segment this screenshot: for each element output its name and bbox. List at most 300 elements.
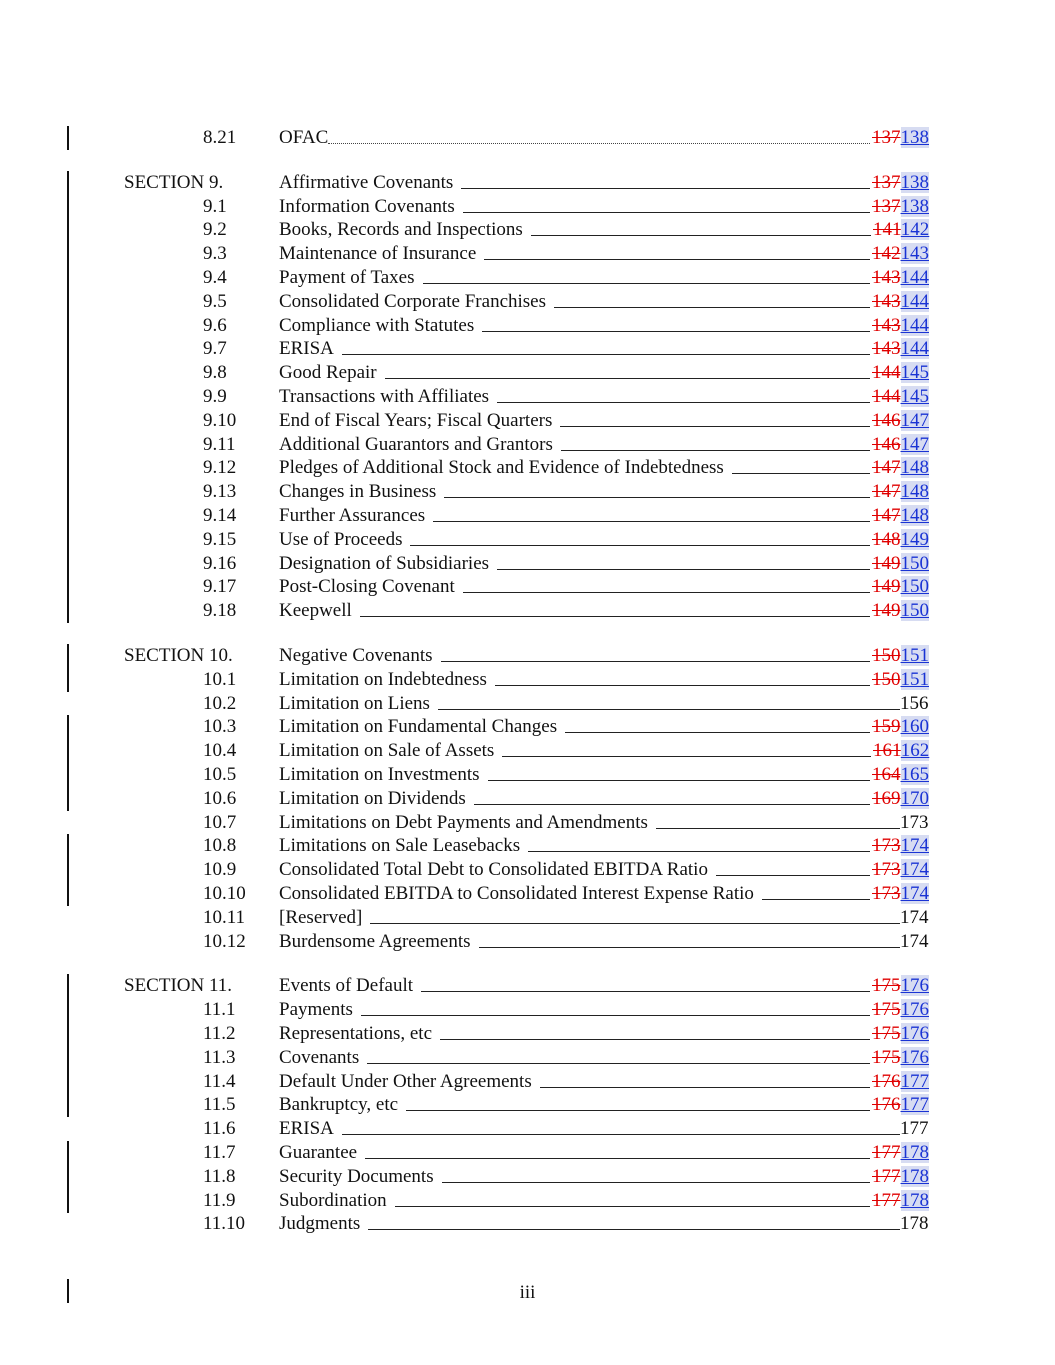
inserted-page-number[interactable]: 177 <box>900 1070 929 1092</box>
change-bar <box>67 1141 69 1165</box>
entry-number: 9.8 <box>203 362 227 384</box>
page-reference[interactable] <box>872 1070 929 1094</box>
deleted-page-number: 149 <box>872 576 901 598</box>
entry-number: 10.8 <box>203 835 237 857</box>
page-reference[interactable] <box>872 528 929 552</box>
change-bar <box>67 1070 69 1094</box>
page-reference[interactable] <box>872 361 929 385</box>
inserted-page-number[interactable]: 149 <box>900 528 929 550</box>
page-reference[interactable] <box>872 266 929 290</box>
dot-leader <box>370 923 900 924</box>
deleted-page-number: 175 <box>872 1046 901 1068</box>
change-bar <box>67 337 69 361</box>
inserted-page-number[interactable]: 178 <box>900 1142 929 1163</box>
entry-title: Payment of Taxes <box>279 267 415 288</box>
inserted-page-number[interactable]: 143 <box>900 243 929 265</box>
entry-number: 10.6 <box>203 787 237 809</box>
entry-title: Guarantee <box>279 1142 358 1163</box>
change-bar <box>67 644 69 668</box>
inserted-page-number[interactable]: 177 <box>900 1094 929 1116</box>
page-reference[interactable] <box>872 599 929 623</box>
page-reference[interactable] <box>873 218 929 242</box>
inserted-page-number[interactable]: 151 <box>900 668 929 690</box>
dot-leader <box>342 354 870 355</box>
deleted-page-number: 141 <box>873 219 901 241</box>
inserted-page-number[interactable]: 170 <box>900 787 929 809</box>
toc-entry-row[interactable] <box>0 1093 1055 1117</box>
page-reference[interactable] <box>872 668 929 692</box>
toc-section-row[interactable] <box>0 644 1055 668</box>
dot-leader <box>762 899 870 900</box>
dot-leader <box>488 780 870 781</box>
entry-title: Payments <box>279 999 353 1021</box>
change-bar <box>67 552 69 576</box>
deleted-page-number: 149 <box>872 552 901 574</box>
page-number-text: 174 <box>900 930 929 952</box>
entry-number: 9.16 <box>203 552 237 574</box>
entry-number: 9.15 <box>203 528 237 550</box>
inserted-page-number[interactable]: 174 <box>900 883 929 904</box>
change-bar <box>67 528 69 552</box>
change-bar <box>67 266 69 290</box>
deleted-page-number: 137 <box>872 195 901 217</box>
toc-entry-row[interactable] <box>0 1070 1055 1094</box>
toc-entry-row[interactable] <box>0 882 1055 906</box>
section-number: SECTION 10. <box>124 645 233 666</box>
page-reference[interactable] <box>900 811 929 835</box>
toc-entry-row[interactable] <box>0 314 1055 338</box>
change-bar <box>67 1093 69 1117</box>
change-bar <box>67 1189 69 1213</box>
deleted-page-number: 177 <box>872 1142 901 1163</box>
page-reference[interactable] <box>872 644 929 668</box>
toc-entry-row[interactable] <box>0 218 1055 242</box>
page-reference[interactable] <box>872 433 929 457</box>
inserted-page-number[interactable]: 178 <box>900 1165 929 1187</box>
toc-entry-row[interactable] <box>0 409 1055 433</box>
toc-entry-row[interactable] <box>0 668 1055 692</box>
entry-title: Maintenance of Insurance <box>279 243 477 265</box>
toc-entry-row[interactable] <box>0 1117 1055 1141</box>
inserted-page-number[interactable]: 162 <box>900 740 930 762</box>
inserted-page-number[interactable]: 151 <box>900 645 929 666</box>
dot-leader <box>438 709 900 710</box>
deleted-page-number: 175 <box>872 1023 901 1044</box>
dot-leader <box>444 497 870 498</box>
deleted-page-number: 146 <box>872 433 901 455</box>
inserted-page-number[interactable]: 176 <box>900 1046 929 1068</box>
toc-entry-row[interactable] <box>0 290 1055 314</box>
inserted-page-number[interactable]: 160 <box>900 716 929 738</box>
entry-title: End of Fiscal Years; Fiscal Quarters <box>279 409 553 431</box>
page-reference[interactable] <box>872 1046 929 1070</box>
toc-entry-row[interactable] <box>0 1212 1055 1236</box>
inserted-page-number[interactable]: 150 <box>900 552 929 574</box>
dot-leader <box>656 828 900 829</box>
change-bar <box>67 171 69 195</box>
deleted-page-number: 143 <box>872 338 901 360</box>
entry-title: Information Covenants <box>279 195 455 217</box>
entry-title: Pledges of Additional Stock and Evidence of Indebtedness <box>279 457 724 479</box>
page-reference[interactable] <box>872 242 929 266</box>
entry-number: 10.3 <box>203 716 237 738</box>
page-reference[interactable] <box>872 1165 929 1189</box>
inserted-page-number[interactable]: 145 <box>900 386 929 407</box>
dot-leader <box>560 426 870 427</box>
page-number-text: 173 <box>900 811 929 833</box>
deleted-page-number: 143 <box>872 290 901 312</box>
page-reference[interactable] <box>872 314 929 338</box>
dot-leader <box>442 1182 870 1183</box>
page-number-text: 156 <box>900 692 929 714</box>
entry-number: 10.5 <box>203 764 237 785</box>
entry-title: Compliance with Statutes <box>279 314 475 336</box>
page-reference[interactable] <box>872 290 929 314</box>
entry-number: 9.13 <box>203 481 237 503</box>
page-reference[interactable] <box>873 739 929 763</box>
toc-entry-row[interactable] <box>0 930 1055 954</box>
deleted-page-number: 147 <box>872 505 901 526</box>
entry-number: 11.8 <box>203 1165 236 1187</box>
change-bar <box>67 361 69 385</box>
page-reference[interactable] <box>872 575 929 599</box>
deleted-page-number: 150 <box>872 645 901 666</box>
change-bar <box>67 126 69 150</box>
change-bar <box>67 1165 69 1189</box>
toc-entry-row[interactable] <box>0 834 1055 858</box>
inserted-page-number[interactable]: 144 <box>900 267 929 288</box>
deleted-page-number: 147 <box>872 481 901 503</box>
toc-entry-row[interactable] <box>0 1022 1055 1046</box>
dot-leader <box>528 851 870 852</box>
toc-entry-row[interactable] <box>0 599 1055 623</box>
entry-number: 9.9 <box>203 386 227 407</box>
entry-title: Consolidated Corporate Franchises <box>279 290 547 312</box>
toc-entry-row[interactable] <box>0 126 1055 150</box>
page-reference[interactable] <box>872 1022 929 1046</box>
page-reference[interactable] <box>872 480 929 504</box>
deleted-page-number: 147 <box>872 457 901 479</box>
page-reference[interactable] <box>872 195 929 219</box>
inserted-page-number[interactable]: 145 <box>900 362 929 384</box>
deleted-page-number: 137 <box>872 127 901 148</box>
page-reference[interactable] <box>872 409 929 433</box>
dot-leader <box>474 804 870 805</box>
deleted-page-number: 173 <box>872 883 901 904</box>
entry-title: Covenants <box>279 1046 360 1068</box>
change-bar <box>67 218 69 242</box>
inserted-page-number[interactable]: 148 <box>900 481 929 503</box>
toc-entry-row[interactable] <box>0 361 1055 385</box>
page-number-text: 177 <box>900 1118 929 1140</box>
page-reference[interactable] <box>872 858 929 882</box>
toc-section-row[interactable] <box>0 171 1055 195</box>
entry-title: ERISA <box>279 338 334 360</box>
toc-entry-row[interactable] <box>0 787 1055 811</box>
dot-leader <box>421 991 870 992</box>
entry-title: Changes in Business <box>279 481 437 503</box>
deleted-page-number: 143 <box>872 267 901 288</box>
dot-leader <box>395 1206 870 1207</box>
deleted-page-number: 177 <box>872 1165 901 1187</box>
entry-title: Designation of Subsidiaries <box>279 552 490 574</box>
deleted-page-number: 142 <box>872 243 901 265</box>
change-bar <box>67 974 69 998</box>
dot-leader <box>385 378 870 379</box>
inserted-page-number[interactable]: 147 <box>900 409 929 431</box>
inserted-page-number[interactable]: 174 <box>900 835 929 857</box>
inserted-page-number[interactable]: 178 <box>900 1189 929 1211</box>
entry-number: 11.3 <box>203 1046 236 1068</box>
toc-entry-row[interactable] <box>0 528 1055 552</box>
toc-entry-row[interactable] <box>0 1189 1055 1213</box>
toc-entry-row[interactable] <box>0 906 1055 930</box>
inserted-page-number[interactable]: 138 <box>900 127 929 148</box>
deleted-page-number: 161 <box>873 740 901 762</box>
toc-entry-row[interactable] <box>0 763 1055 787</box>
entry-number: 9.2 <box>203 219 227 241</box>
dot-leader <box>531 235 871 236</box>
toc-entry-row[interactable] <box>0 1046 1055 1070</box>
entry-title: Use of Proceeds <box>279 528 403 550</box>
page-reference[interactable] <box>872 385 929 409</box>
entry-number: 11.4 <box>203 1070 236 1092</box>
deleted-page-number: 169 <box>872 787 901 809</box>
page-number-text: 178 <box>900 1213 929 1235</box>
entry-number: 11.10 <box>203 1213 246 1235</box>
entry-title: Keepwell <box>279 600 352 622</box>
dot-leader <box>716 875 870 876</box>
entry-title: Limitation on Investments <box>279 764 480 785</box>
entry-title: ERISA <box>279 1118 334 1140</box>
entry-number: 9.3 <box>203 243 227 265</box>
dot-leader <box>328 143 870 144</box>
entry-title: Negative Covenants <box>279 645 433 666</box>
page-reference[interactable] <box>872 882 929 906</box>
toc-entry-row[interactable] <box>0 456 1055 480</box>
change-bar <box>67 787 69 811</box>
entry-number: 11.6 <box>203 1118 236 1140</box>
page-reference[interactable] <box>900 1117 929 1141</box>
toc-entry-row[interactable] <box>0 692 1055 716</box>
toc-entry-row[interactable] <box>0 739 1055 763</box>
entry-number: 9.18 <box>203 600 237 622</box>
page-reference[interactable] <box>872 456 929 480</box>
change-bar <box>67 998 69 1022</box>
entry-title: Bankruptcy, etc <box>279 1094 399 1116</box>
entry-number: 9.17 <box>203 576 237 598</box>
page-reference[interactable] <box>872 998 929 1022</box>
change-bar <box>67 1022 69 1046</box>
page-reference[interactable] <box>872 171 929 195</box>
entry-number: 10.12 <box>203 930 246 952</box>
dot-leader <box>561 450 870 451</box>
section-number: SECTION 11. <box>124 975 233 997</box>
page-reference[interactable] <box>872 763 929 787</box>
page-reference[interactable] <box>872 834 929 858</box>
dot-leader <box>361 1015 870 1016</box>
entry-number: 11.9 <box>203 1189 236 1211</box>
dot-leader <box>423 283 870 284</box>
toc-entry-row[interactable] <box>0 242 1055 266</box>
entry-title: Limitation on Dividends <box>279 787 466 809</box>
change-bar <box>67 195 69 219</box>
inserted-page-number[interactable]: 176 <box>900 999 929 1021</box>
dot-leader <box>433 521 870 522</box>
page-reference[interactable] <box>900 1212 929 1236</box>
section-number: SECTION 9. <box>124 171 224 193</box>
entry-title: Limitations on Debt Payments and Amendments <box>279 811 648 833</box>
change-bar <box>67 834 69 858</box>
inserted-page-number[interactable]: 144 <box>900 338 929 360</box>
page-reference[interactable] <box>872 974 929 998</box>
dot-leader <box>461 188 870 189</box>
entry-title: Judgments <box>279 1213 361 1235</box>
page-reference[interactable] <box>900 930 929 954</box>
page-reference[interactable] <box>872 552 929 576</box>
entry-title: Consolidated Total Debt to Consolidated EBITDA Ratio <box>279 859 708 881</box>
change-bar <box>67 882 69 906</box>
deleted-page-number: 176 <box>872 1070 901 1092</box>
inserted-page-number[interactable]: 176 <box>900 975 929 997</box>
page-reference[interactable] <box>872 715 929 739</box>
change-bar <box>67 504 69 528</box>
inserted-page-number[interactable]: 150 <box>900 576 929 598</box>
entry-number: 9.11 <box>203 433 236 455</box>
dot-leader <box>440 1039 870 1040</box>
toc-entry-row[interactable] <box>0 715 1055 739</box>
toc-entry-row[interactable] <box>0 811 1055 835</box>
deleted-page-number: 144 <box>872 362 901 384</box>
dot-leader <box>565 732 870 733</box>
entry-title: Representations, etc <box>279 1023 433 1044</box>
dot-leader <box>495 685 870 686</box>
page-reference[interactable] <box>872 1141 929 1165</box>
entry-number: 10.9 <box>203 859 237 881</box>
page-reference[interactable] <box>872 1189 929 1213</box>
toc-entry-row[interactable] <box>0 504 1055 528</box>
inserted-page-number[interactable]: 144 <box>900 290 929 312</box>
dot-leader <box>367 1063 870 1064</box>
change-bar <box>67 480 69 504</box>
dot-leader <box>502 756 871 757</box>
change-bar <box>67 242 69 266</box>
entry-title: Further Assurances <box>279 505 426 526</box>
page-reference[interactable] <box>872 504 929 528</box>
entry-number: 9.7 <box>203 338 227 360</box>
deleted-page-number: 175 <box>872 975 901 997</box>
inserted-page-number[interactable]: 165 <box>900 764 929 785</box>
entry-title: Good Repair <box>279 362 377 384</box>
entry-number: 9.14 <box>203 505 237 526</box>
change-bar <box>67 715 69 739</box>
toc-entry-row[interactable] <box>0 385 1055 409</box>
change-bar <box>67 314 69 338</box>
toc-entry-row[interactable] <box>0 552 1055 576</box>
entry-title: Burdensome Agreements <box>279 930 471 952</box>
toc-entry-row[interactable] <box>0 1141 1055 1165</box>
page-reference[interactable] <box>872 787 929 811</box>
change-bar <box>67 763 69 787</box>
page-reference[interactable] <box>872 337 929 361</box>
entry-title: Additional Guarantors and Grantors <box>279 433 553 455</box>
page-reference[interactable] <box>900 692 929 716</box>
page-reference[interactable] <box>872 126 929 150</box>
page-number-text: 174 <box>900 906 929 928</box>
entry-title: Subordination <box>279 1189 387 1211</box>
entry-number: 11.5 <box>203 1094 236 1116</box>
deleted-page-number: 149 <box>872 600 901 622</box>
dot-leader <box>463 592 870 593</box>
dot-leader <box>342 1134 900 1135</box>
toc-entry-row[interactable] <box>0 266 1055 290</box>
entry-number: 10.11 <box>203 906 246 928</box>
toc-entry-row[interactable] <box>0 195 1055 219</box>
entry-title: Post-Closing Covenant <box>279 576 455 598</box>
dot-leader <box>497 569 870 570</box>
deleted-page-number: 148 <box>872 528 901 550</box>
toc-entry-row[interactable] <box>0 433 1055 457</box>
deleted-page-number: 173 <box>872 859 901 881</box>
deleted-page-number: 176 <box>872 1094 901 1116</box>
entry-title: Limitation on Fundamental Changes <box>279 716 558 738</box>
toc-section-row[interactable] <box>0 974 1055 998</box>
entry-number: 9.5 <box>203 290 227 312</box>
change-bar <box>67 409 69 433</box>
inserted-page-number[interactable]: 142 <box>900 219 930 241</box>
change-bar <box>67 599 69 623</box>
deleted-page-number: 177 <box>872 1189 901 1211</box>
page-reference[interactable] <box>900 906 929 930</box>
inserted-page-number[interactable]: 148 <box>900 457 929 479</box>
deleted-page-number: 146 <box>872 409 901 431</box>
dot-leader <box>732 473 870 474</box>
entry-number: 11.1 <box>203 999 236 1021</box>
entry-title: [Reserved] <box>279 906 363 928</box>
deleted-page-number: 144 <box>872 386 901 407</box>
entry-number: 9.10 <box>203 409 237 431</box>
inserted-page-number[interactable]: 147 <box>900 433 929 455</box>
toc-entry-row[interactable] <box>0 575 1055 599</box>
toc-entry-row[interactable] <box>0 480 1055 504</box>
deleted-page-number: 137 <box>872 171 901 193</box>
toc-entry-row[interactable] <box>0 337 1055 361</box>
inserted-page-number[interactable]: 138 <box>900 171 929 193</box>
change-bar <box>67 456 69 480</box>
inserted-page-number[interactable]: 150 <box>900 600 929 622</box>
page-reference[interactable] <box>872 1093 929 1117</box>
toc-entry-row[interactable] <box>0 858 1055 882</box>
inserted-page-number[interactable]: 138 <box>900 195 929 217</box>
deleted-page-number: 175 <box>872 999 901 1021</box>
toc-entry-row[interactable] <box>0 1165 1055 1189</box>
dot-leader <box>482 331 870 332</box>
dot-leader <box>406 1110 870 1111</box>
inserted-page-number[interactable]: 148 <box>900 505 929 526</box>
entry-number: 10.4 <box>203 740 237 762</box>
change-bar <box>67 575 69 599</box>
dot-leader <box>484 259 870 260</box>
inserted-page-number[interactable]: 176 <box>900 1023 929 1044</box>
entry-title: Limitations on Sale Leasebacks <box>279 835 521 857</box>
toc-entry-row[interactable] <box>0 998 1055 1022</box>
inserted-page-number[interactable]: 174 <box>900 859 929 881</box>
dot-leader <box>360 616 870 617</box>
entry-title: Security Documents <box>279 1165 434 1187</box>
change-bar <box>67 858 69 882</box>
inserted-page-number[interactable]: 144 <box>900 314 929 336</box>
entry-title: Limitation on Sale of Assets <box>279 740 495 762</box>
